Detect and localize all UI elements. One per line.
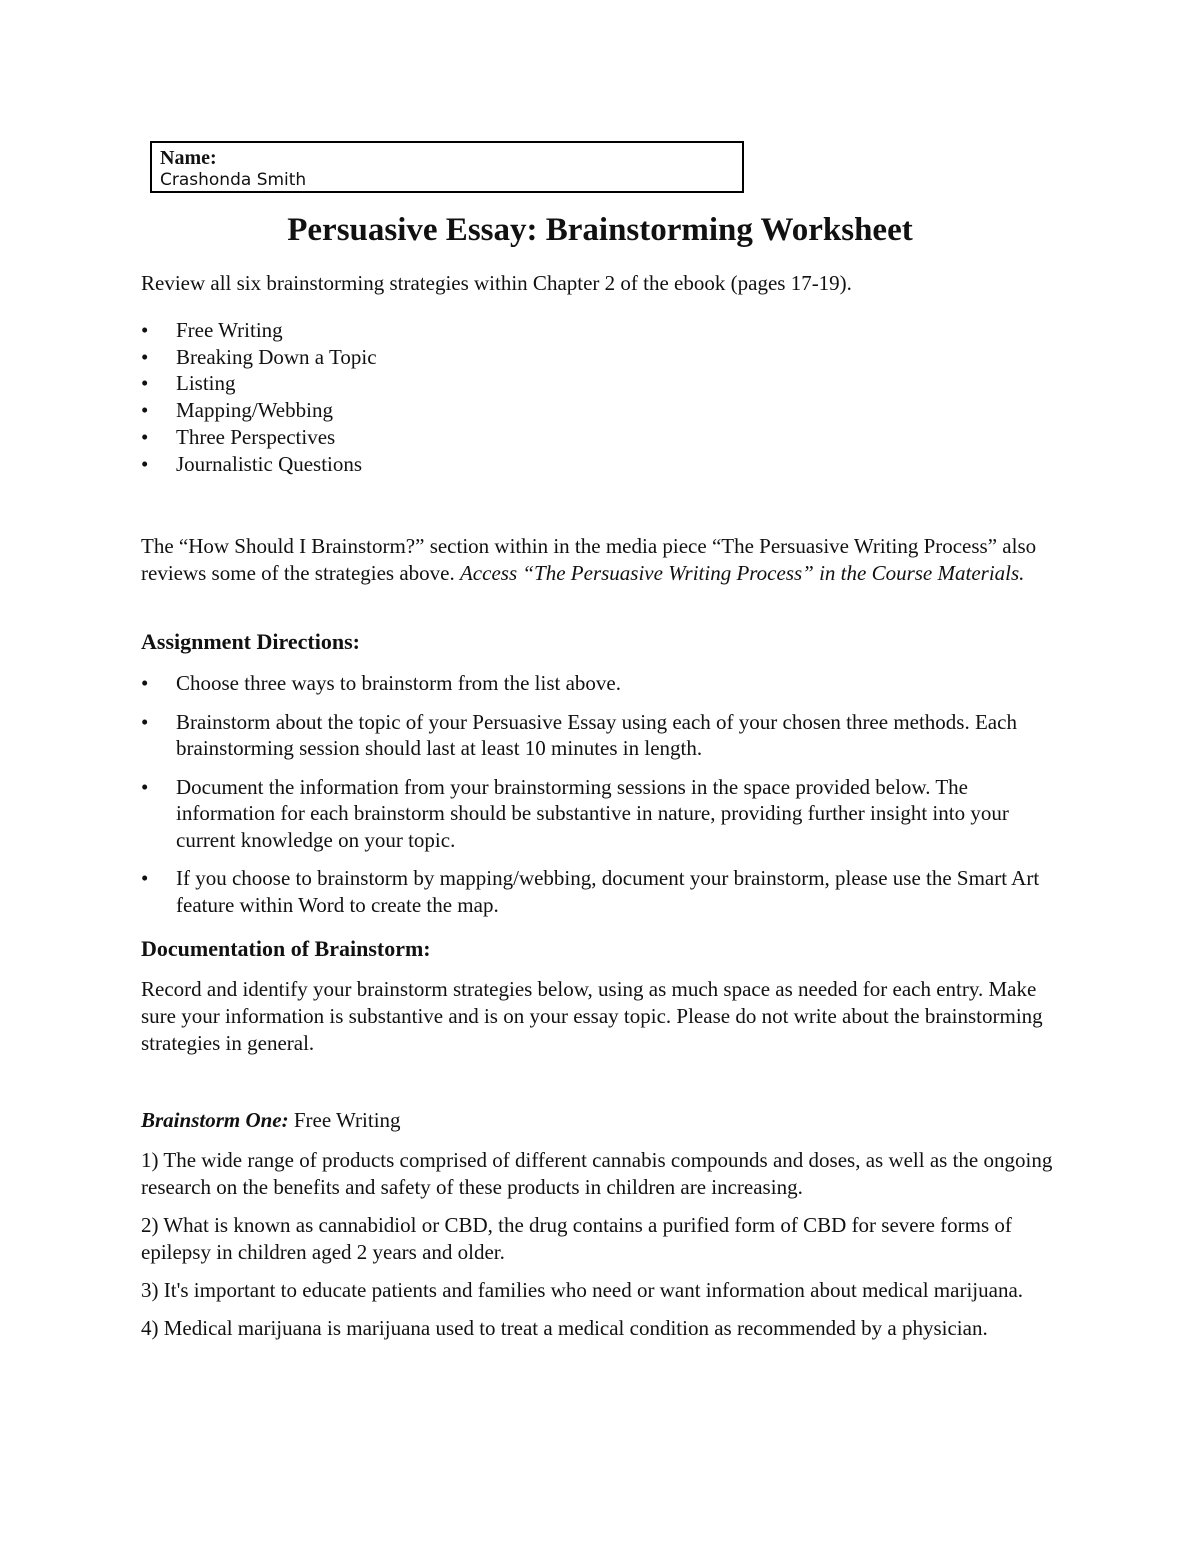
- page-title: Persuasive Essay: Brainstorming Worksheet: [287, 212, 913, 248]
- directions-list: [141, 670, 1061, 930]
- list-item: • Mapping/Webbing: [141, 398, 333, 423]
- brainstorm-one-points: [141, 1147, 1061, 1353]
- list-item: • Document the information from your brainstorming sessions in the space provided below. The information for each brainstorm should be substantive in nature, providing further insight into your current knowledge on your topic.: [141, 774, 1009, 852]
- brainstorm-one-label: Brainstorm One:: [141, 1108, 289, 1132]
- bullet-icon: •: [141, 398, 149, 423]
- bullet-icon: •: [141, 371, 149, 396]
- brainstorm-one-strategy: Free Writing: [288, 1108, 401, 1132]
- assignment-heading: Assignment Directions:: [141, 629, 360, 654]
- media-note-text: The “How Should I Brainstorm?” section within in the media piece “The Persuasive Writing Process” also reviews some of the strategies above.: [141, 534, 1037, 585]
- list-item: • If you choose to brainstorm by mapping/webbing, document your brainstorm, please use the Smart Art feature within Word to create the map.: [141, 866, 1040, 917]
- bullet-icon: •: [141, 318, 149, 342]
- brainstorm-one-header: [141, 1107, 1061, 1134]
- name-box: [150, 141, 744, 193]
- intro-text: Review all six brainstorming strategies within Chapter 2 of the ebook (pages 17-19).: [141, 271, 852, 295]
- name-value: Crashonda Smith: [160, 170, 307, 190]
- list-item: • Free Writing: [141, 318, 283, 342]
- brainstorm-point: 2) What is known as cannabidiol or CBD, the drug contains a purified form of CBD for severe forms of epilepsy in children aged 2 years and older.: [141, 1213, 1012, 1264]
- list-item: • Brainstorm about the topic of your Persuasive Essay using each of your chosen three methods. Each brainstorming session should last at least 10 minutes in length.: [141, 709, 1017, 760]
- list-item: • Breaking Down a Topic: [141, 344, 377, 369]
- brainstorm-point: 1) The wide range of products comprised of different cannabis compounds and doses, as well as the ongoing research on the benefits and safety of these products in children are increasing.: [141, 1148, 1053, 1199]
- bullet-icon: •: [141, 671, 149, 695]
- documentation-heading: Documentation of Brainstorm:: [141, 936, 431, 961]
- bullet-icon: •: [141, 866, 149, 890]
- list-item: • Listing: [141, 371, 236, 396]
- list-item: • Three Perspectives: [141, 424, 336, 449]
- name-label: Name:: [160, 147, 217, 169]
- list-item: • Choose three ways to brainstorm from the list above.: [141, 671, 621, 695]
- list-item: • Journalistic Questions: [141, 451, 363, 476]
- bullet-icon: •: [141, 709, 149, 734]
- media-note: [141, 533, 1061, 587]
- media-note-emphasis: Access “The Persuasive Writing Process” in the Course Materials.: [459, 561, 1025, 585]
- brainstorm-point: 4) Medical marijuana is marijuana used to treat a medical condition as recommended by a physician.: [141, 1316, 988, 1340]
- bullet-icon: •: [141, 344, 149, 369]
- strategy-list: [141, 317, 1061, 477]
- brainstorm-point: 3) It's important to educate patients and families who need or want information about medical marijuana.: [141, 1278, 1024, 1302]
- bullet-icon: •: [141, 424, 149, 449]
- bullet-icon: •: [141, 774, 149, 799]
- documentation-text: Record and identify your brainstorm strategies below, using as much space as needed for each entry. Make sure your information is substantive and is on your essay topic. Please do not write about the brainstorming strategies in general.: [141, 977, 1043, 1055]
- bullet-icon: •: [141, 451, 149, 476]
